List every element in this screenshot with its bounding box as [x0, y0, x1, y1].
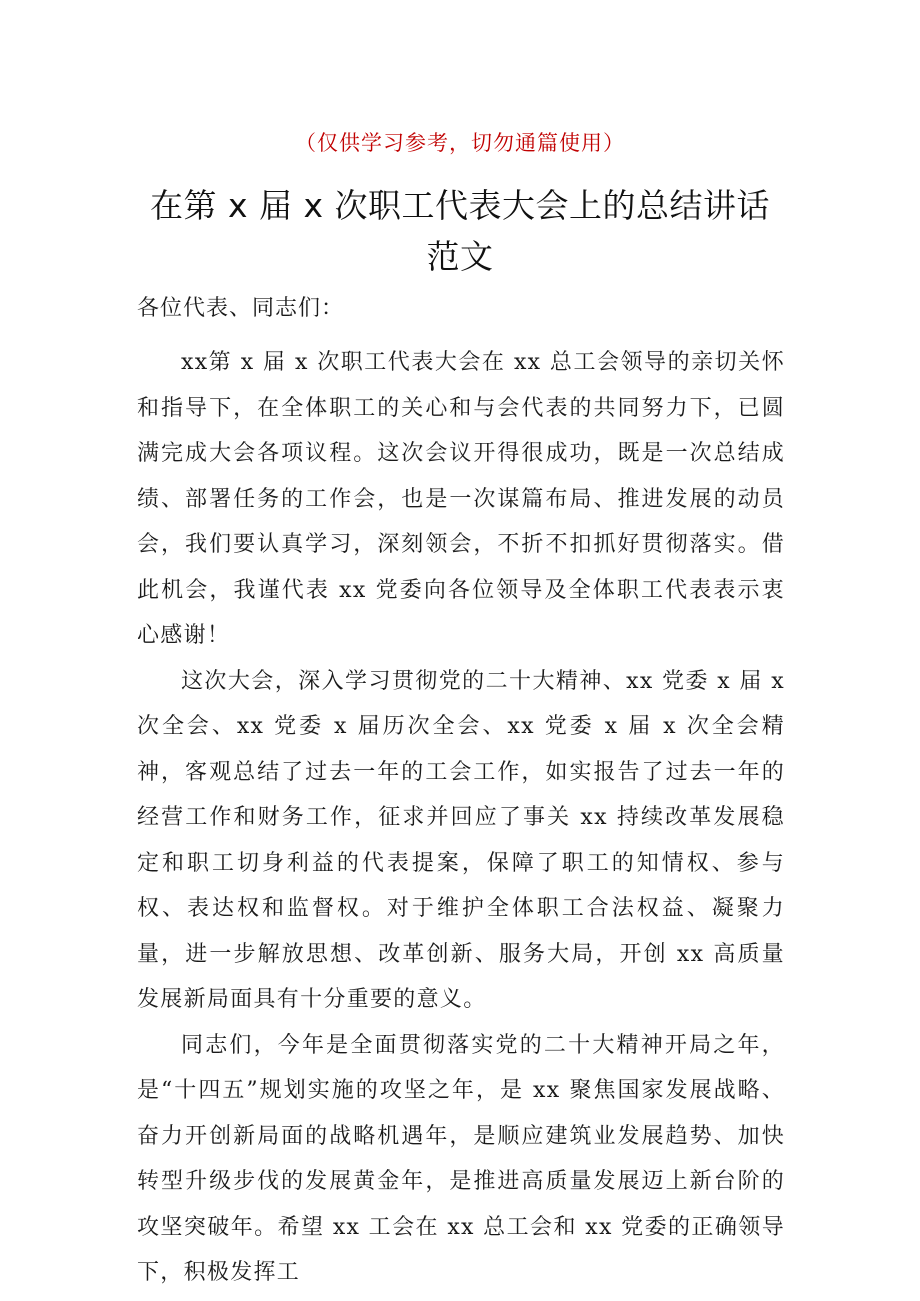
document-title — [0, 180, 920, 282]
paragraph: 同志们，今年是全面贯彻落实党的二十大精神开局之年，是“十四五”规划实施的攻坚之年，是 xx 聚焦国家发展战略、奋力开创新局面的战略机遇年，是顺应建筑业发展趋势、加快转型升级步伐的发展黄金年，是推进高质量发展迈上新台阶的攻坚突破年。希望 xx 工会在 xx 总工会和 xx 党委的正确领导下，积极发挥工 — [137, 1032, 785, 1285]
disclaimer-note: （仅供学习参考，切勿通篇使用） — [295, 131, 625, 155]
title-line-1: 在第 x 届 x 次职工代表大会上的总结讲话 — [149, 186, 771, 225]
paragraph: 这次大会，深入学习贯彻党的二十大精神、xx 党委 x 届 x 次全会、xx 党委 x 届历次全会、xx 党委 x 届 x 次全会精神，客观总结了过去一年的工会工作，如实报告了过去一年的经营工作和财务工作，征求并回应了事关 xx 持续改革发展稳定和职工切身利益的代表提案，保障了职工的知情权、参与权、表达权和监督权。对于维护全体职工合法权益、凝聚力量，进一步解放思想、改革创新、服务大局，开创 xx 高质量发展新局面具有十分重要的意义。 — [137, 668, 785, 1012]
paragraph: xx第 x 届 x 次职工代表大会在 xx 总工会领导的亲切关怀和指导下，在全体职工的关心和与会代表的共同努力下，已圆满完成大会各项议程。这次会议开得很成功，既是一次总结成绩、部署任务的工作会，也是一次谋篇布局、推进发展的动员会，我们要认真学习，深刻领会，不折不扣抓好贯彻落实。借此机会，我谨代表 xx 党委向各位领导及全体职工代表表示衷心感谢！ — [137, 350, 785, 648]
salutation: 各位代表、同志们： — [137, 296, 345, 321]
title-line-2: 范文 — [426, 237, 494, 276]
speech-body — [137, 340, 785, 1296]
